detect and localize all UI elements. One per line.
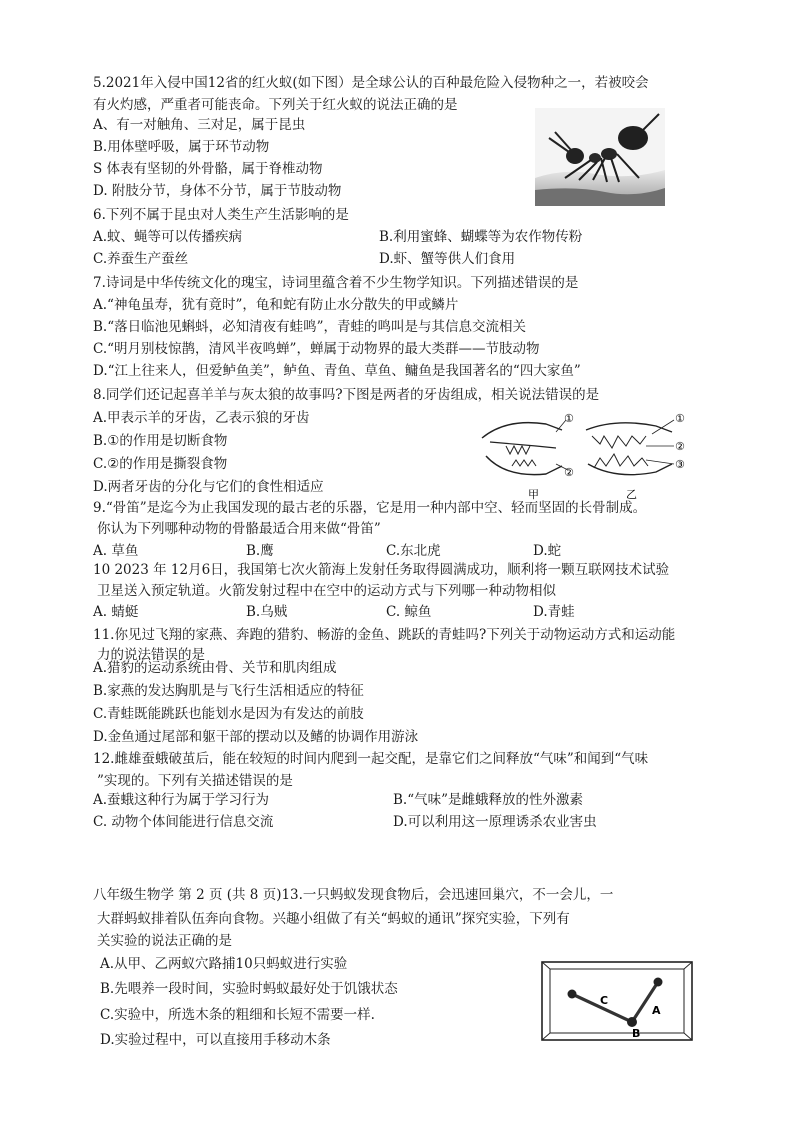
q10-stem-line2: 卫星送入预定轨道。火箭发射过程中在空中的运动方式与下列哪一种动物相似	[97, 583, 556, 599]
q5-option-d: D. 附肢分节，身体不分节，属于节肢动物	[93, 183, 342, 199]
q8-option-c: C.②的作用是撕裂食物	[93, 456, 228, 472]
q9-option-c: C.东北虎	[386, 543, 441, 559]
page-footer-q13-line1: 八年级生物学 第 2 页 (共 8 页)13.一只蚂蚁发现食物后，会迅速回巢穴，不一会儿，一	[93, 887, 614, 903]
q10-stem-line1: 10 2023 年 12月6日，我国第七次火箭海上发射任务取得圆满成功，顺利将一颗互联网技术试验	[93, 562, 670, 578]
q9-option-a: A. 草鱼	[93, 543, 139, 559]
q6-option-b: B.利用蜜蜂、蝴蝶等为农作物传粉	[379, 229, 583, 245]
q7-stem: 7.诗词是中华传统文化的瑰宝，诗词里蕴含着不少生物学知识。下列描述错误的是	[93, 275, 579, 291]
q12-option-b: B.“气味”是雌蛾释放的性外激素	[393, 792, 584, 808]
teeth-mark-3-yi: ③	[675, 458, 685, 471]
teeth-mark-1-jia: ①	[564, 412, 574, 425]
q9-stem-line1: 9.“骨笛”是迄今为止我国发现的最古老的乐器，它是用一种内部中空、轻而坚固的长骨制成。	[93, 500, 647, 516]
teeth-label-jia: 甲	[528, 488, 539, 500]
q11-option-a: A.猎豹的运动系统由骨、关节和肌肉组成	[93, 660, 337, 676]
box-label-c: C	[600, 994, 609, 1007]
q11-option-c: C.青蛙既能跳跃也能划水是因为有发达的前肢	[93, 706, 364, 722]
q7-option-b: B.“落日临池见蝌蚪，必知清夜有蛙鸣”，青蛙的鸣叫是与其信息交流相关	[93, 319, 527, 335]
q6-option-d: D.虾、蟹等供人们食用	[379, 251, 516, 267]
q11-option-b: B.家燕的发达胸肌是与飞行生活相适应的特征	[93, 683, 364, 699]
q9-stem-line2: 你认为下列哪种动物的骨骼最适合用来做“骨笛”	[97, 521, 381, 537]
q5-stem-line2: 有火灼感，严重者可能丧命。下列关于红火蚁的说法正确的是	[93, 97, 458, 113]
teeth-mark-2-yi: ②	[675, 440, 685, 453]
q12-option-d: D.可以利用这一原理诱杀农业害虫	[393, 814, 597, 830]
teeth-label-yi: 乙	[626, 488, 637, 500]
q7-option-d: D.“江上往来人，但爱鲈鱼美”，鲈鱼、青鱼、草鱼、鳙鱼是我国著名的“四大家鱼”	[93, 363, 581, 379]
q12-stem-line1: 12.雌雄蚕蛾破茧后，能在较短的时间内爬到一起交配，是靠它们之间释放“气味”和闻到“气味	[93, 751, 649, 767]
q5-option-b: B.用体壁呼吸，属于环节动物	[93, 139, 270, 155]
q8-option-b: B.①的作用是切断食物	[93, 433, 228, 449]
q8-stem: 8.同学们还记起喜羊羊与灰太狼的故事吗?下图是两者的牙齿组成，相关说法错误的是	[93, 387, 600, 403]
q13-option-d: D.实验过程中，可以直接用手移动木条	[100, 1032, 331, 1048]
q12-stem-line2: ”实现的。下列有关描述错误的是	[97, 773, 293, 789]
q10-option-d: D.青蛙	[533, 604, 575, 620]
q10-option-c: C. 鲸鱼	[386, 604, 432, 620]
q7-option-c: C.“明月别枝惊鹊，清风半夜鸣蝉”，蝉属于动物界的最大类群——节肢动物	[93, 341, 540, 357]
q13-option-a: A.从甲、乙两蚁穴路捕10只蚂蚁进行实验	[100, 956, 348, 972]
q13-stem-line3: 关实验的说法正确的是	[97, 933, 232, 949]
teeth-mark-1-yi: ①	[675, 412, 685, 425]
q13-option-c: C.实验中，所选木条的粗细和长短不需要一样.	[100, 1007, 375, 1023]
box-label-b: B	[632, 1027, 641, 1040]
q10-option-b: B.乌贼	[246, 604, 288, 620]
q9-option-d: D.蛇	[533, 543, 562, 559]
q6-option-a: A.蚊、蝇等可以传播疾病	[93, 229, 243, 245]
red-fire-ant-photo	[535, 108, 665, 206]
q11-option-d: D.金鱼通过尾部和躯干部的摆动以及鳍的协调作用游泳	[93, 729, 419, 745]
q8-option-a: A.甲表示羊的牙齿，乙表示狼的牙齿	[93, 410, 310, 426]
q12-option-c: C. 动物个体间能进行信息交流	[93, 814, 274, 830]
teeth-mark-2-jia: ②	[564, 466, 574, 479]
q13-option-b: B.先喂养一段时间，实验时蚂蚁最好处于饥饿状态	[100, 981, 398, 997]
teeth-diagram	[476, 408, 696, 500]
box-label-a: A	[652, 1004, 661, 1017]
ant-experiment-box	[540, 960, 696, 1044]
q10-option-a: A. 蜻蜓	[93, 604, 139, 620]
q6-option-c: C.养蚕生产蚕丝	[93, 251, 189, 267]
q12-option-a: A.蚕蛾这种行为属于学习行为	[93, 792, 270, 808]
q5-option-c: S 体表有坚韧的外骨骼，属于脊椎动物	[93, 161, 323, 177]
q5-option-a: A、有一对触角、三对足，属于昆虫	[93, 117, 306, 133]
q11-stem-line2: 力的说法错误的是	[97, 647, 205, 663]
q6-stem: 6.下列不属于昆虫对人类生产生活影响的是	[93, 207, 349, 223]
q11-stem-line1: 11.你见过飞翔的家燕、奔跑的猎豹、畅游的金鱼、跳跃的青蛙吗?下列关于动物运动方式和运动能	[93, 627, 676, 643]
q8-option-d: D.两者牙齿的分化与它们的食性相适应	[93, 479, 324, 495]
q7-option-a: A.“神龟虽寿，犹有竟时”，龟和蛇有防止水分散失的甲或鳞片	[93, 297, 459, 313]
q13-stem-line2: 大群蚂蚁排着队伍奔向食物。兴趣小组做了有关“蚂蚁的通讯”探究实验，下列有	[97, 911, 570, 927]
q9-option-b: B.鹰	[246, 543, 274, 559]
q5-stem-line1: 5.2021年入侵中国12省的红火蚁(如下图）是全球公认的百种最危险入侵物种之一，若被咬会	[93, 75, 649, 91]
